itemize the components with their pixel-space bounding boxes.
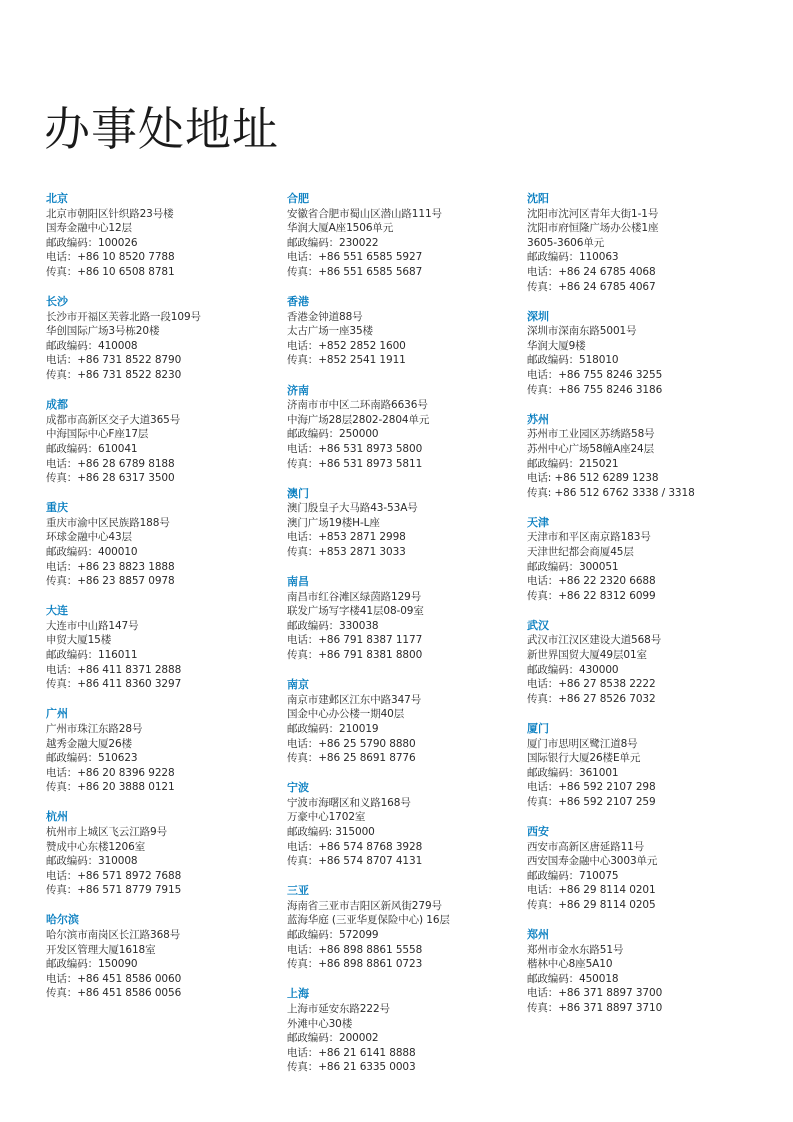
office-address-line: 传真：+86 551 6585 5687: [287, 265, 423, 278]
office-block: [527, 722, 762, 810]
office-address-line: 哈尔滨市南岗区长江路368号: [46, 929, 181, 942]
office-address-line: 外滩中心30楼: [287, 1017, 353, 1030]
office-city-name: 西安: [527, 824, 549, 838]
office-address-line: 国寿金融中心12层: [46, 222, 132, 235]
office-address-line: 中海广场28层2802-2804单元: [287, 413, 430, 426]
office-address-line: 传真：+86 755 8246 3186: [527, 383, 663, 396]
office-city-name: 南京: [287, 678, 309, 692]
office-block: [46, 501, 281, 589]
office-address-line: 传真：+86 22 8312 6099: [527, 589, 656, 602]
office-address-line: 电话：+86 371 8897 3700: [527, 987, 663, 1000]
office-city-name: 哈尔滨: [46, 913, 79, 927]
office-address-line: 电话：+86 411 8371 2888: [46, 663, 182, 676]
office-address-line: 沈阳市沈河区青年大街1-1号: [527, 207, 659, 220]
office-block: [287, 192, 522, 280]
office-city-name: 沈阳: [527, 192, 549, 205]
office-block: [527, 619, 762, 707]
office-block: [46, 295, 281, 383]
office-address-line: 天津市和平区南京路183号: [527, 531, 651, 544]
office-city-name: 杭州: [46, 810, 68, 824]
office-block: [46, 810, 281, 898]
office-column-1: [46, 192, 281, 1017]
office-block: [287, 781, 522, 869]
office-address-line: 传真: +86 512 6762 3338 / 3318: [527, 486, 695, 499]
office-address-line: 厦门市思明区鹭江道8号: [527, 737, 638, 750]
office-city-name: 深圳: [527, 309, 549, 323]
office-city-name: 三亚: [287, 884, 309, 898]
office-address-line: 电话：+86 27 8538 2222: [527, 678, 656, 691]
office-address-line: 华润大厦9楼: [527, 339, 586, 352]
office-address-line: 传真：+86 21 6335 0003: [287, 1061, 416, 1074]
office-city-name: 宁波: [287, 781, 309, 795]
office-address-line: 电话：+86 451 8586 0060: [46, 972, 182, 985]
office-address-line: 南京市建邺区江东中路347号: [287, 693, 422, 706]
office-address-line: 苏州市工业园区苏绣路58号: [527, 428, 655, 441]
office-address-line: 济南市市中区二环南路6636号: [287, 399, 428, 412]
office-address-line: 传真：+86 25 8691 8776: [287, 752, 416, 765]
office-block: [46, 398, 281, 486]
office-block: [287, 575, 522, 663]
office-address-line: 传真：+86 571 8779 7915: [46, 884, 182, 897]
office-address-line: 深圳市深南东路5001号: [527, 325, 637, 338]
office-address-line: 邮政编码：400010: [46, 545, 138, 558]
office-address-line: 邮政编码：230022: [287, 236, 379, 249]
office-address-line: 杭州市上城区飞云江路9号: [46, 825, 167, 838]
office-address-line: 海南省三亚市吉阳区新风街279号: [287, 899, 442, 912]
office-block: [527, 825, 762, 913]
office-address-line: 电话：+86 10 8520 7788: [46, 251, 175, 264]
office-block: [287, 678, 522, 766]
office-city-name: 香港: [287, 295, 309, 309]
office-address-line: 电话：+86 22 2320 6688: [527, 575, 656, 588]
office-city-name: 天津: [527, 515, 549, 529]
office-block: [287, 295, 522, 368]
office-address-line: 电话：+86 898 8861 5558: [287, 943, 423, 956]
office-address-line: 邮政编码：310008: [46, 855, 138, 868]
office-block: [46, 913, 281, 1001]
office-address-line: 万豪中心1702室: [287, 811, 366, 824]
office-address-line: 邮政编码：300051: [527, 560, 619, 573]
office-address-line: 华创国际广场3号栋20楼: [46, 325, 160, 338]
office-block: [287, 384, 522, 472]
office-address-line: 华润大厦A座1506单元: [287, 222, 394, 235]
office-address-line: 新世界国贸大厦49层01室: [527, 649, 647, 662]
office-address-line: 传真：+852 2541 1911: [287, 354, 406, 367]
office-address-line: 电话：+86 28 6789 8188: [46, 457, 175, 470]
office-address-line: 中海国际中心F座17层: [46, 428, 149, 441]
office-address-line: 邮政编码：361001: [527, 766, 619, 779]
office-address-line: 长沙市开福区芙蓉北路一段109号: [46, 310, 201, 323]
office-address-line: 广州市珠江东路28号: [46, 722, 143, 735]
office-address-line: 邮政编码：210019: [287, 722, 379, 735]
office-address-line: 开发区管理大厦1618室: [46, 943, 156, 956]
office-address-line: 赞成中心东楼1206室: [46, 840, 146, 853]
office-address-line: 邮政编码：510623: [46, 752, 138, 765]
office-address-line: 西安国寿金融中心3003单元: [527, 855, 658, 868]
office-address-line: 西安市高新区唐延路11号: [527, 840, 645, 853]
office-address-line: 传真：+86 574 8707 4131: [287, 855, 423, 868]
office-address-line: 传真：+86 592 2107 259: [527, 795, 656, 808]
office-address-line: 天津世纪都会商厦45层: [527, 545, 634, 558]
office-address-line: 传真：+86 531 8973 5811: [287, 457, 423, 470]
office-block: [527, 192, 762, 294]
office-address-line: 澳门殷皇子大马路43-53A号: [287, 502, 418, 515]
office-address-line: 电话：+86 23 8823 1888: [46, 560, 175, 573]
office-address-line: 邮政编码：250000: [287, 428, 379, 441]
page-title: 办事处地址: [44, 102, 279, 156]
office-address-line: 成都市高新区交子大道365号: [46, 413, 181, 426]
office-address-line: 邮政编码：572099: [287, 929, 379, 942]
office-address-line: 电话：+86 731 8522 8790: [46, 354, 182, 367]
office-column-2: [287, 192, 522, 1090]
office-address-line: 3605-3606单元: [527, 236, 605, 249]
office-address-line: 澳门广场19楼H-L座: [287, 516, 380, 529]
office-block: [46, 604, 281, 692]
office-address-line: 邮政编码：518010: [527, 354, 619, 367]
office-city-name: 武汉: [527, 618, 549, 632]
office-city-name: 南昌: [287, 575, 309, 589]
office-address-line: 传真：+86 27 8526 7032: [527, 692, 656, 705]
office-address-line: 传真：+86 28 6317 3500: [46, 472, 175, 485]
office-address-line: 电话：+86 592 2107 298: [527, 781, 656, 794]
office-address-line: 电话：+86 755 8246 3255: [527, 369, 663, 382]
office-address-line: 宁波市海曙区和义路168号: [287, 796, 411, 809]
office-address-line: 邮政编码：430000: [527, 663, 619, 676]
office-city-name: 广州: [46, 707, 68, 721]
office-address-line: 重庆市渝中区民族路188号: [46, 516, 170, 529]
office-address-line: 传真：+86 898 8861 0723: [287, 958, 423, 971]
office-address-line: 电话：+86 20 8396 9228: [46, 766, 175, 779]
office-address-line: 安徽省合肥市蜀山区潜山路111号: [287, 207, 442, 220]
office-block: [46, 707, 281, 795]
office-block: [287, 884, 522, 972]
office-block: [287, 987, 522, 1075]
office-address-line: 传真：+86 371 8897 3710: [527, 1002, 663, 1014]
office-address-line: 蓝海华庭 (三亚华夏保险中心) 16层: [287, 914, 450, 927]
office-city-name: 合肥: [287, 192, 309, 205]
office-address-line: 邮政编码：200002: [287, 1032, 379, 1045]
office-address-line: 邮政编码：410008: [46, 339, 138, 352]
office-address-line: 邮政编码：610041: [46, 442, 138, 455]
office-address-line: 邮政编码：450018: [527, 972, 619, 985]
office-city-name: 成都: [46, 398, 68, 412]
office-address-line: 国际银行大厦26楼E单元: [527, 752, 641, 765]
office-address-line: 邮政编码：215021: [527, 457, 619, 470]
office-address-line: 上海市延安东路222号: [287, 1002, 390, 1015]
office-address-line: 电话：+86 571 8972 7688: [46, 869, 182, 882]
office-address-line: 电话：+86 24 6785 4068: [527, 265, 656, 278]
office-city-name: 上海: [287, 987, 309, 1001]
office-address-line: 电话：+86 551 6585 5927: [287, 251, 423, 264]
office-city-name: 大连: [46, 604, 68, 618]
office-address-line: 电话: +86 512 6289 1238: [527, 472, 659, 485]
office-address-line: 传真：+86 411 8360 3297: [46, 678, 182, 691]
office-address-line: 传真：+86 10 6508 8781: [46, 265, 175, 278]
office-address-line: 环球金融中心43层: [46, 531, 132, 544]
office-address-line: 电话：+86 791 8387 1177: [287, 634, 423, 647]
office-city-name: 济南: [287, 383, 309, 397]
office-address-line: 国金中心办公楼一期40层: [287, 708, 405, 721]
office-address-line: 郑州市金水东路51号: [527, 943, 624, 956]
office-block: [287, 487, 522, 560]
office-city-name: 苏州: [527, 412, 549, 426]
office-address-line: 联发广场写字楼41层08-09室: [287, 605, 424, 618]
office-address-line: 南昌市红谷滩区绿茵路129号: [287, 590, 422, 603]
office-address-line: 武汉市江汉区建设大道568号: [527, 634, 662, 647]
office-block: [527, 310, 762, 398]
office-block: [46, 192, 281, 280]
office-column-3: [527, 192, 762, 1031]
office-block: [527, 516, 762, 604]
office-address-line: 楷林中心8座5A10: [527, 958, 613, 971]
office-address-line: 邮政编码：116011: [46, 649, 138, 662]
office-address-line: 大连市中山路147号: [46, 619, 139, 632]
office-address-line: 申贸大厦15楼: [46, 634, 112, 647]
office-address-line: 传真：+86 451 8586 0056: [46, 987, 182, 1000]
office-city-name: 厦门: [527, 721, 549, 735]
office-city-name: 重庆: [46, 501, 68, 515]
office-address-line: 越秀金融大厦26楼: [46, 737, 132, 750]
office-address-line: 香港金钟道88号: [287, 310, 363, 323]
office-address-line: 电话：+86 29 8114 0201: [527, 884, 656, 897]
office-address-line: 沈阳市府恒隆广场办公楼1座: [527, 222, 659, 235]
office-address-line: 电话：+86 574 8768 3928: [287, 840, 423, 853]
office-address-line: 传真：+86 23 8857 0978: [46, 575, 175, 588]
office-address-line: 邮政编码：150090: [46, 958, 138, 971]
office-city-name: 北京: [46, 192, 68, 205]
office-address-line: 邮政编码：100026: [46, 236, 138, 249]
office-address-line: 北京市朝阳区针织路23号楼: [46, 207, 174, 220]
office-address-line: 传真：+86 791 8381 8800: [287, 649, 423, 662]
office-address-line: 传真：+86 24 6785 4067: [527, 280, 656, 293]
office-address-line: 邮政编码: 315000: [287, 825, 375, 838]
office-address-line: 苏州中心广场58幢A座24层: [527, 442, 655, 455]
office-address-line: 邮政编码：110063: [527, 251, 619, 264]
office-address-line: 电话：+853 2871 2998: [287, 531, 406, 544]
office-address-line: 传真：+86 731 8522 8230: [46, 369, 182, 382]
office-address-line: 电话：+86 21 6141 8888: [287, 1046, 416, 1059]
office-city-name: 澳门: [287, 486, 309, 500]
office-address-line: 传真：+86 20 3888 0121: [46, 781, 175, 794]
office-address-line: 邮政编码：710075: [527, 869, 619, 882]
office-city-name: 郑州: [527, 928, 549, 942]
office-address-line: 电话：+852 2852 1600: [287, 339, 406, 352]
office-block: [527, 928, 762, 1016]
office-address-line: 电话：+86 25 5790 8880: [287, 737, 416, 750]
office-block: [527, 413, 762, 501]
office-address-line: 传真：+853 2871 3033: [287, 545, 406, 558]
office-address-line: 太古广场一座35楼: [287, 325, 373, 338]
office-city-name: 长沙: [46, 295, 68, 309]
office-address-line: 电话：+86 531 8973 5800: [287, 442, 423, 455]
office-address-line: 邮政编码：330038: [287, 619, 379, 632]
office-address-line: 传真：+86 29 8114 0205: [527, 898, 656, 911]
